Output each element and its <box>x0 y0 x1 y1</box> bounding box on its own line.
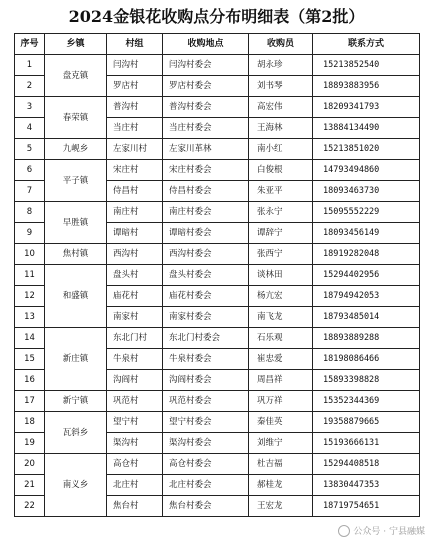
row-phone: 18793485014 <box>313 307 420 328</box>
row-phone: 18719754651 <box>313 496 420 517</box>
row-buyer: 崔忠爱 <box>249 349 313 370</box>
row-village: 东北门村 <box>107 328 163 349</box>
row-village: 闫沟村 <box>107 55 163 76</box>
row-point: 庙花村委会 <box>163 286 249 307</box>
header-point: 收购地点 <box>163 34 249 55</box>
row-village: 罗店村 <box>107 76 163 97</box>
header-no: 序号 <box>15 34 45 55</box>
row-point: 东北门村委会 <box>163 328 249 349</box>
row-phone: 15095552229 <box>313 202 420 223</box>
row-point: 左家川革林 <box>163 139 249 160</box>
row-phone: 15893398828 <box>313 370 420 391</box>
row-phone: 15193666131 <box>313 433 420 454</box>
table-row <box>15 454 420 475</box>
row-town: 南义乡 <box>45 454 107 517</box>
row-point: 渠沟村委会 <box>163 433 249 454</box>
row-town: 和盛镇 <box>45 265 107 328</box>
row-village: 盘头村 <box>107 265 163 286</box>
row-phone: 15294402956 <box>313 265 420 286</box>
row-village: 南家村 <box>107 307 163 328</box>
row-no: 17 <box>15 391 45 412</box>
row-buyer: 谭辞宁 <box>249 223 313 244</box>
row-phone: 13884134490 <box>313 118 420 139</box>
row-phone: 18919282048 <box>313 244 420 265</box>
table-row <box>15 139 420 160</box>
row-point: 北庄村委会 <box>163 475 249 496</box>
table-header-row <box>15 34 420 55</box>
row-town: 盘克镇 <box>45 55 107 97</box>
row-phone: 15352344369 <box>313 391 420 412</box>
row-buyer: 石乐观 <box>249 328 313 349</box>
row-phone: 19358879665 <box>313 412 420 433</box>
header-village: 村组 <box>107 34 163 55</box>
watermark-text: 公众号 · 宁县融媒 <box>353 526 425 537</box>
row-point: 侍昌村委会 <box>163 181 249 202</box>
row-no: 18 <box>15 412 45 433</box>
row-no: 12 <box>15 286 45 307</box>
table-row <box>15 412 420 433</box>
row-phone: 18198086466 <box>313 349 420 370</box>
row-buyer: 朱亚平 <box>249 181 313 202</box>
row-no: 19 <box>15 433 45 454</box>
row-buyer: 郝桂龙 <box>249 475 313 496</box>
row-village: 牛泉村 <box>107 349 163 370</box>
row-village: 庙花村 <box>107 286 163 307</box>
row-buyer: 王宏龙 <box>249 496 313 517</box>
row-phone: 18093456149 <box>313 223 420 244</box>
row-buyer: 巩万祥 <box>249 391 313 412</box>
row-no: 11 <box>15 265 45 286</box>
page-title: 2024金银花收购点分布明细表（第2批） <box>68 7 365 26</box>
row-village: 北庄村 <box>107 475 163 496</box>
row-village: 望宁村 <box>107 412 163 433</box>
row-buyer: 刘维宁 <box>249 433 313 454</box>
row-no: 2 <box>15 76 45 97</box>
row-phone: 15294408518 <box>313 454 420 475</box>
table-row <box>15 202 420 223</box>
row-village: 西沟村 <box>107 244 163 265</box>
buyer-table <box>14 33 420 517</box>
row-buyer: 王海林 <box>249 118 313 139</box>
row-village: 南庄村 <box>107 202 163 223</box>
row-buyer: 杨亢宏 <box>249 286 313 307</box>
row-no: 1 <box>15 55 45 76</box>
row-phone: 14793494860 <box>313 160 420 181</box>
row-buyer: 胡永珍 <box>249 55 313 76</box>
row-no: 22 <box>15 496 45 517</box>
row-point: 盘头村委会 <box>163 265 249 286</box>
row-no: 15 <box>15 349 45 370</box>
row-point: 巩范村委会 <box>163 391 249 412</box>
row-buyer: 张西宁 <box>249 244 313 265</box>
row-no: 4 <box>15 118 45 139</box>
row-village: 焦台村 <box>107 496 163 517</box>
row-town: 瓦斜乡 <box>45 412 107 454</box>
row-phone: 15213852540 <box>313 55 420 76</box>
row-phone: 13830447353 <box>313 475 420 496</box>
row-town: 平子镇 <box>45 160 107 202</box>
row-village: 渠沟村 <box>107 433 163 454</box>
row-village: 沟阎村 <box>107 370 163 391</box>
row-buyer: 南飞龙 <box>249 307 313 328</box>
row-phone: 18893883956 <box>313 76 420 97</box>
row-point: 罗店村委会 <box>163 76 249 97</box>
row-no: 16 <box>15 370 45 391</box>
row-buyer: 周昌祥 <box>249 370 313 391</box>
row-point: 闫沟村委会 <box>163 55 249 76</box>
row-no: 5 <box>15 139 45 160</box>
row-point: 望宁村委会 <box>163 412 249 433</box>
row-point: 宋庄村委会 <box>163 160 249 181</box>
row-village: 巩范村 <box>107 391 163 412</box>
row-no: 20 <box>15 454 45 475</box>
wechat-icon <box>338 525 350 537</box>
row-town: 新宁镇 <box>45 391 107 412</box>
row-village: 左家川村 <box>107 139 163 160</box>
table-row <box>15 328 420 349</box>
row-buyer: 杜吉福 <box>249 454 313 475</box>
table-row <box>15 55 420 76</box>
table-row <box>15 265 420 286</box>
row-village: 侍昌村 <box>107 181 163 202</box>
row-no: 14 <box>15 328 45 349</box>
row-village: 谭暗村 <box>107 223 163 244</box>
row-buyer: 张永宁 <box>249 202 313 223</box>
row-point: 焦台村委会 <box>163 496 249 517</box>
row-town: 九岘乡 <box>45 139 107 160</box>
row-point: 谭暗村委会 <box>163 223 249 244</box>
row-village: 普沟村 <box>107 97 163 118</box>
row-village: 当庄村 <box>107 118 163 139</box>
header-phone: 联系方式 <box>313 34 420 55</box>
row-no: 7 <box>15 181 45 202</box>
row-point: 沟阎村委会 <box>163 370 249 391</box>
row-buyer: 秦佳英 <box>249 412 313 433</box>
table-row <box>15 244 420 265</box>
row-village: 高仓村 <box>107 454 163 475</box>
row-no: 10 <box>15 244 45 265</box>
row-phone: 18794942053 <box>313 286 420 307</box>
row-point: 牛泉村委会 <box>163 349 249 370</box>
row-point: 高仓村委会 <box>163 454 249 475</box>
row-town: 新庄镇 <box>45 328 107 391</box>
table-row <box>15 97 420 118</box>
row-point: 南家村委会 <box>163 307 249 328</box>
watermark <box>338 524 425 538</box>
row-buyer: 刘书琴 <box>249 76 313 97</box>
row-phone: 18893889288 <box>313 328 420 349</box>
row-point: 当庄村委会 <box>163 118 249 139</box>
row-no: 13 <box>15 307 45 328</box>
row-no: 9 <box>15 223 45 244</box>
row-no: 3 <box>15 97 45 118</box>
row-phone: 15213851020 <box>313 139 420 160</box>
row-buyer: 南小红 <box>249 139 313 160</box>
header-buyer: 收购员 <box>249 34 313 55</box>
row-no: 6 <box>15 160 45 181</box>
row-no: 8 <box>15 202 45 223</box>
table-row <box>15 160 420 181</box>
table-row <box>15 391 420 412</box>
row-town: 春荣镇 <box>45 97 107 139</box>
row-village: 宋庄村 <box>107 160 163 181</box>
row-buyer: 高宏伟 <box>249 97 313 118</box>
header-town: 乡镇 <box>45 34 107 55</box>
row-no: 21 <box>15 475 45 496</box>
row-point: 南庄村委会 <box>163 202 249 223</box>
row-phone: 18209341793 <box>313 97 420 118</box>
row-buyer: 白俊根 <box>249 160 313 181</box>
row-phone: 18093463730 <box>313 181 420 202</box>
row-town: 早胜镇 <box>45 202 107 244</box>
row-point: 西沟村委会 <box>163 244 249 265</box>
row-point: 普沟村委会 <box>163 97 249 118</box>
row-buyer: 谈林田 <box>249 265 313 286</box>
row-town: 焦村镇 <box>45 244 107 265</box>
